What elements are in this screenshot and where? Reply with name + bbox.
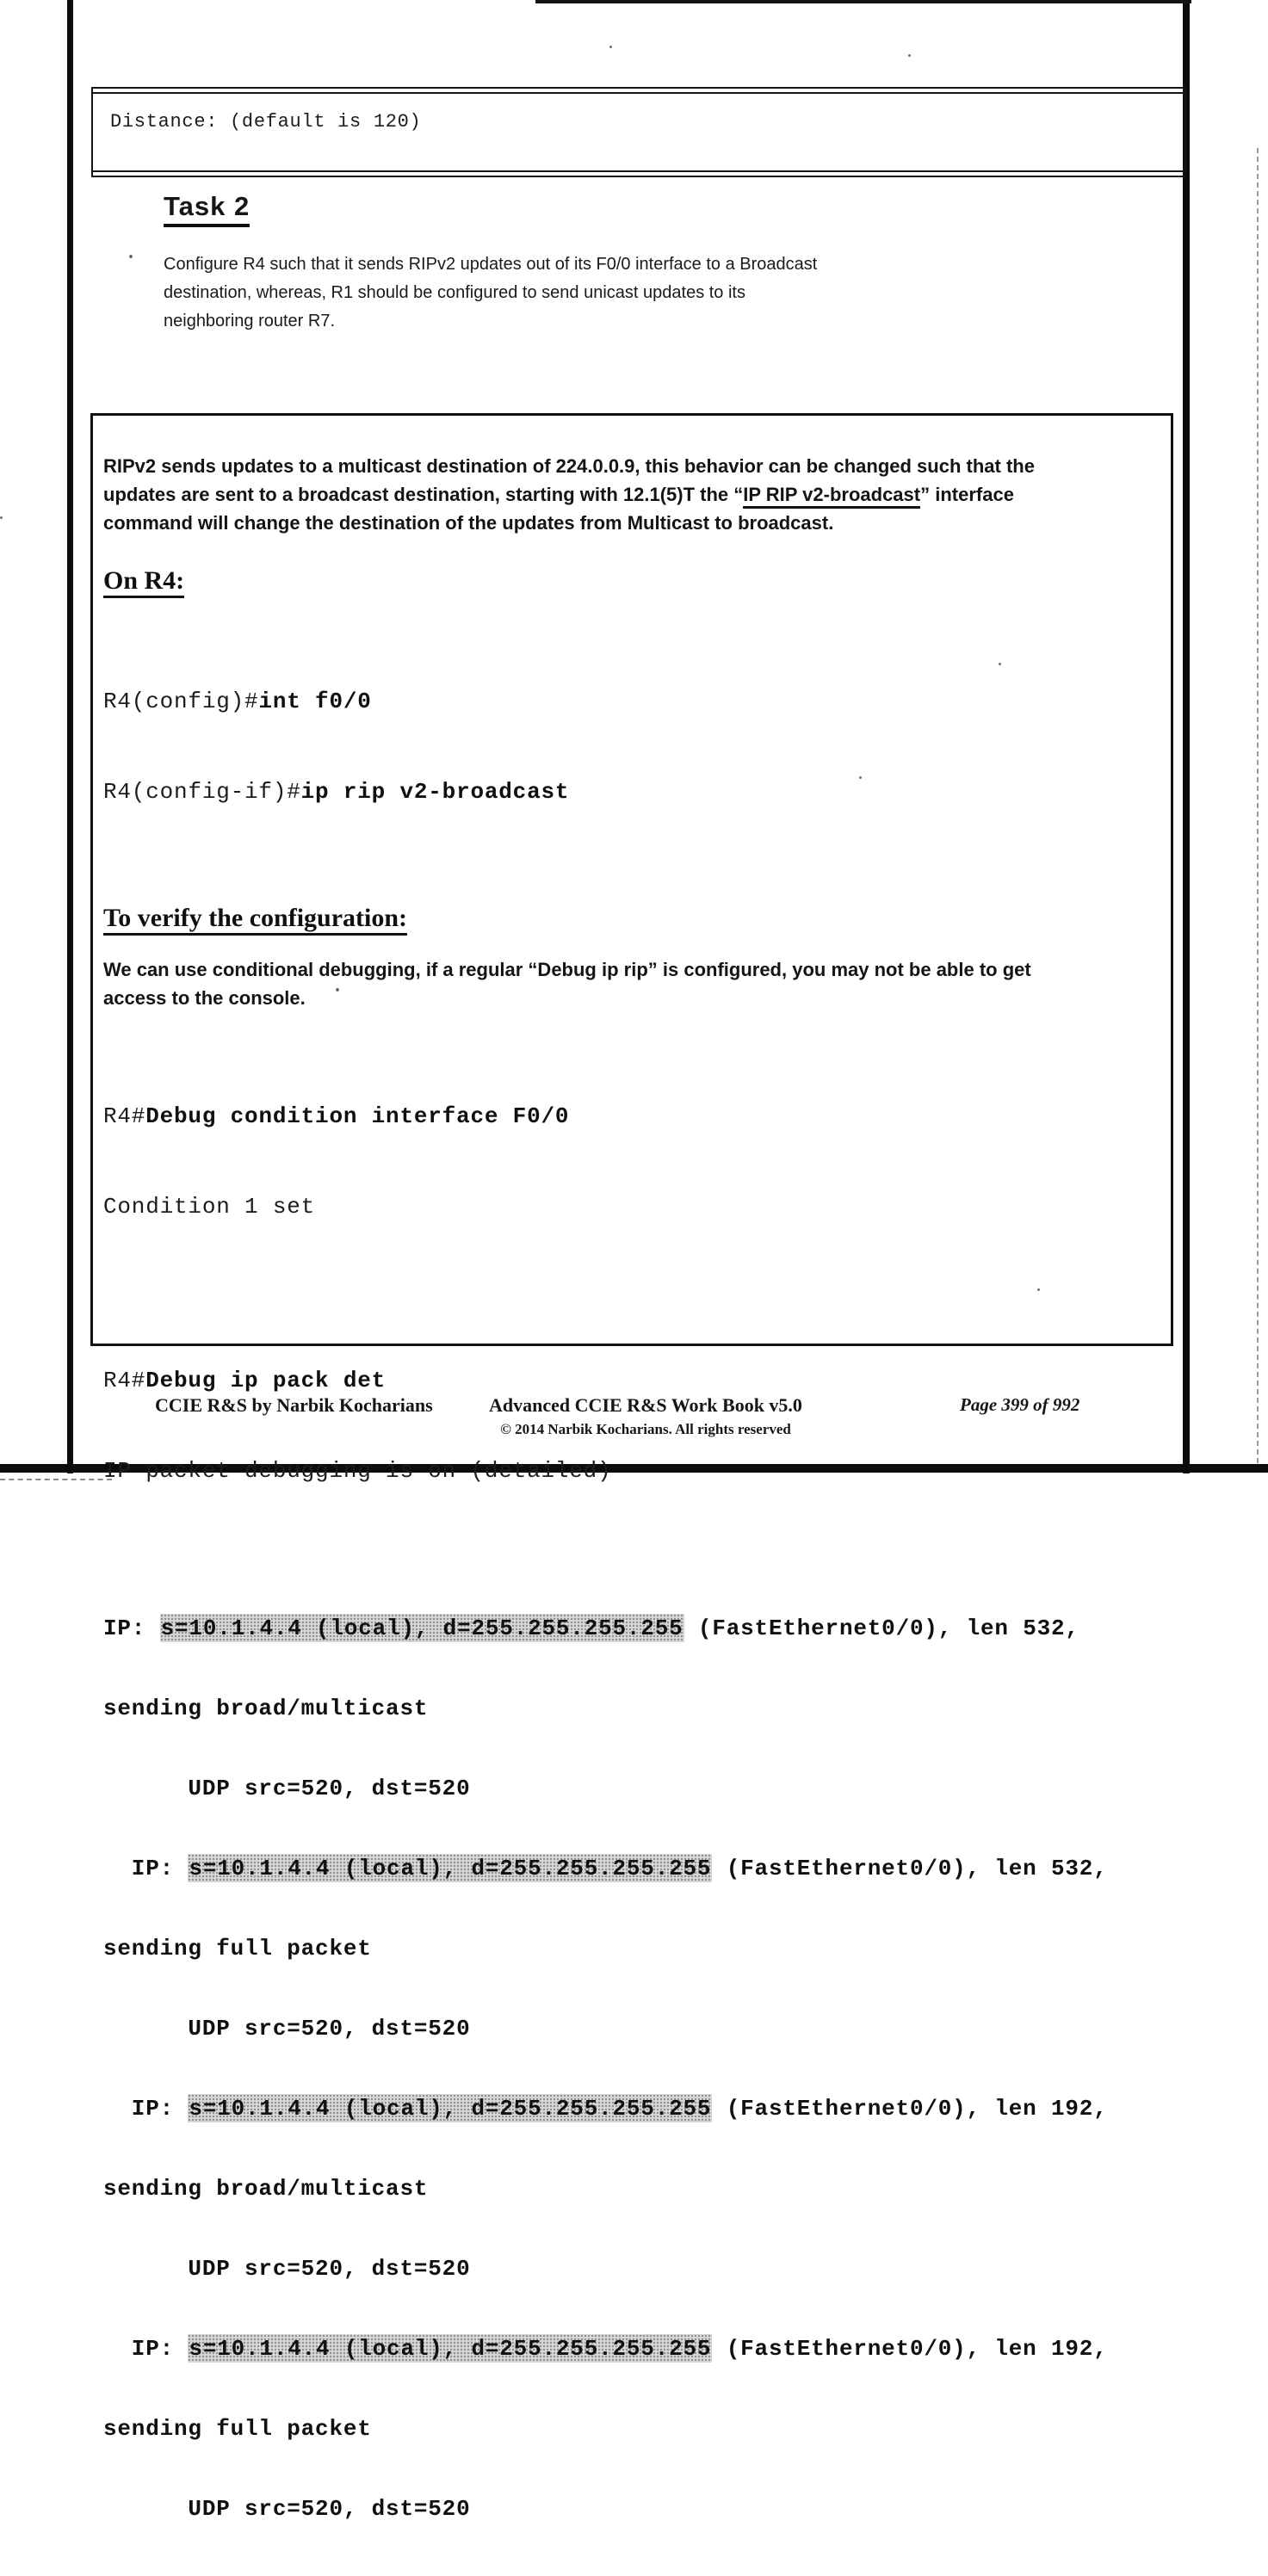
cli-line <box>103 777 1171 807</box>
debug-line: IP: s=10.1.4.4 (local), d=255.255.255.255 (FastEthernet0/0), len 192, <box>103 2336 1108 2362</box>
distance-default-text: Distance: (default is 120) <box>110 111 422 133</box>
scan-speck <box>908 54 911 57</box>
scan-speck <box>609 46 612 48</box>
conditional-debug-note <box>103 955 1171 1012</box>
highlighted-ip-address: s=10.1.4.4 (local), d=255.255.255.255 <box>160 1615 683 1641</box>
page-frame-top-border <box>535 0 1191 3</box>
cli-line <box>103 1366 1171 1396</box>
paragraph-line: updates are sent to a broadcast destination, starting with 12.1(5)T the “IP RIP v2-broadcast” interface <box>103 480 1171 509</box>
cli-output-line: Condition 1 set <box>103 1194 316 1220</box>
debug-line: UDP src=520, dst=520 <box>103 2496 471 2522</box>
debug-line: IP: s=10.1.4.4 (local), d=255.255.255.255 (FastEthernet0/0), len 532, <box>103 1615 1079 1641</box>
page-frame-left-border <box>67 0 73 1473</box>
cli-command: int f0/0 <box>258 689 372 714</box>
debug-line: sending broad/multicast <box>103 1696 429 1721</box>
debug-line: sending broad/multicast <box>103 2176 429 2202</box>
paragraph-line: RIPv2 sends updates to a multicast destination of 224.0.0.9, this behavior can be changed such that the <box>103 455 1035 477</box>
cli-line <box>103 1102 1171 1132</box>
scan-edge-artifact <box>1257 148 1259 1463</box>
box-border-line <box>93 170 1184 172</box>
paragraph-line: command will change the destination of the updates from Multicast to broadcast. <box>103 512 834 534</box>
page-frame-right-border <box>1183 0 1190 1473</box>
debug-condition-commands <box>103 1041 1171 1282</box>
footer-page-number: Page 399 of 992 <box>960 1394 1080 1415</box>
debug-line: UDP src=520, dst=520 <box>103 2016 471 2042</box>
debug-line: IP: s=10.1.4.4 (local), d=255.255.255.255 (FastEthernet0/0), len 532, <box>103 1856 1108 1881</box>
paragraph-line: We can use conditional debugging, if a regular “Debug ip rip” is configured, you may not be able to get <box>103 959 1031 980</box>
debug-output-log <box>103 1562 1171 2576</box>
task-description <box>164 250 817 336</box>
debug-line: UDP src=520, dst=520 <box>103 1776 471 1801</box>
debug-line: sending full packet <box>103 2416 372 2442</box>
cli-command: ip rip v2-broadcast <box>300 779 570 805</box>
rip-broadcast-explanation <box>103 452 1171 537</box>
scan-dash-artifact <box>0 1479 112 1480</box>
cli-prompt: R4# <box>103 1368 146 1393</box>
cli-command: Debug ip pack det <box>145 1368 387 1393</box>
config-commands <box>103 627 1171 868</box>
paragraph-line: destination, whereas, R1 should be configured to send unicast updates to its <box>164 283 745 302</box>
cli-prompt: R4(config-if)# <box>103 779 301 805</box>
scan-speck <box>0 516 3 519</box>
cli-line <box>103 687 1171 717</box>
highlighted-ip-address: s=10.1.4.4 (local), d=255.255.255.255 <box>189 2336 712 2362</box>
debug-line: UDP src=520, dst=520 <box>103 2256 471 2282</box>
cli-command: Debug condition interface F0/0 <box>145 1103 570 1129</box>
paragraph-line: Configure R4 such that it sends RIPv2 updates out of its F0/0 interface to a Broadcast <box>164 255 818 274</box>
task-heading: Task 2 <box>164 191 250 227</box>
footer-copyright: © 2014 Narbik Kocharians. All rights reserved <box>500 1421 791 1437</box>
cli-prompt: R4# <box>103 1103 146 1129</box>
debug-line: sending full packet <box>103 1936 372 1961</box>
footer-book-title: Advanced CCIE R&S Work Book v5.0 <box>489 1394 802 1416</box>
footer-author: CCIE R&S by Narbik Kocharians <box>155 1394 433 1416</box>
verify-heading: To verify the configuration: <box>103 904 1171 933</box>
debug-line: IP: s=10.1.4.4 (local), d=255.255.255.255 (FastEthernet0/0), len 192, <box>103 2096 1108 2122</box>
scan-speck <box>129 255 133 258</box>
distance-output-box <box>91 87 1186 177</box>
box-border-line <box>93 92 1184 94</box>
paragraph-line: neighboring router R7. <box>164 312 336 330</box>
paragraph-line: access to the console. <box>103 987 306 1009</box>
command-name-underlined: IP RIP v2-broadcast <box>743 484 920 509</box>
highlighted-ip-address: s=10.1.4.4 (local), d=255.255.255.255 <box>189 2096 712 2122</box>
cli-output-line: IP packet debugging is on (detailed) <box>103 1458 612 1484</box>
cli-prompt: R4(config)# <box>103 689 259 714</box>
on-r4-heading: On R4: <box>103 566 1171 596</box>
footer-book-info <box>370 1394 921 1438</box>
highlighted-ip-address: s=10.1.4.4 (local), d=255.255.255.255 <box>189 1856 712 1881</box>
